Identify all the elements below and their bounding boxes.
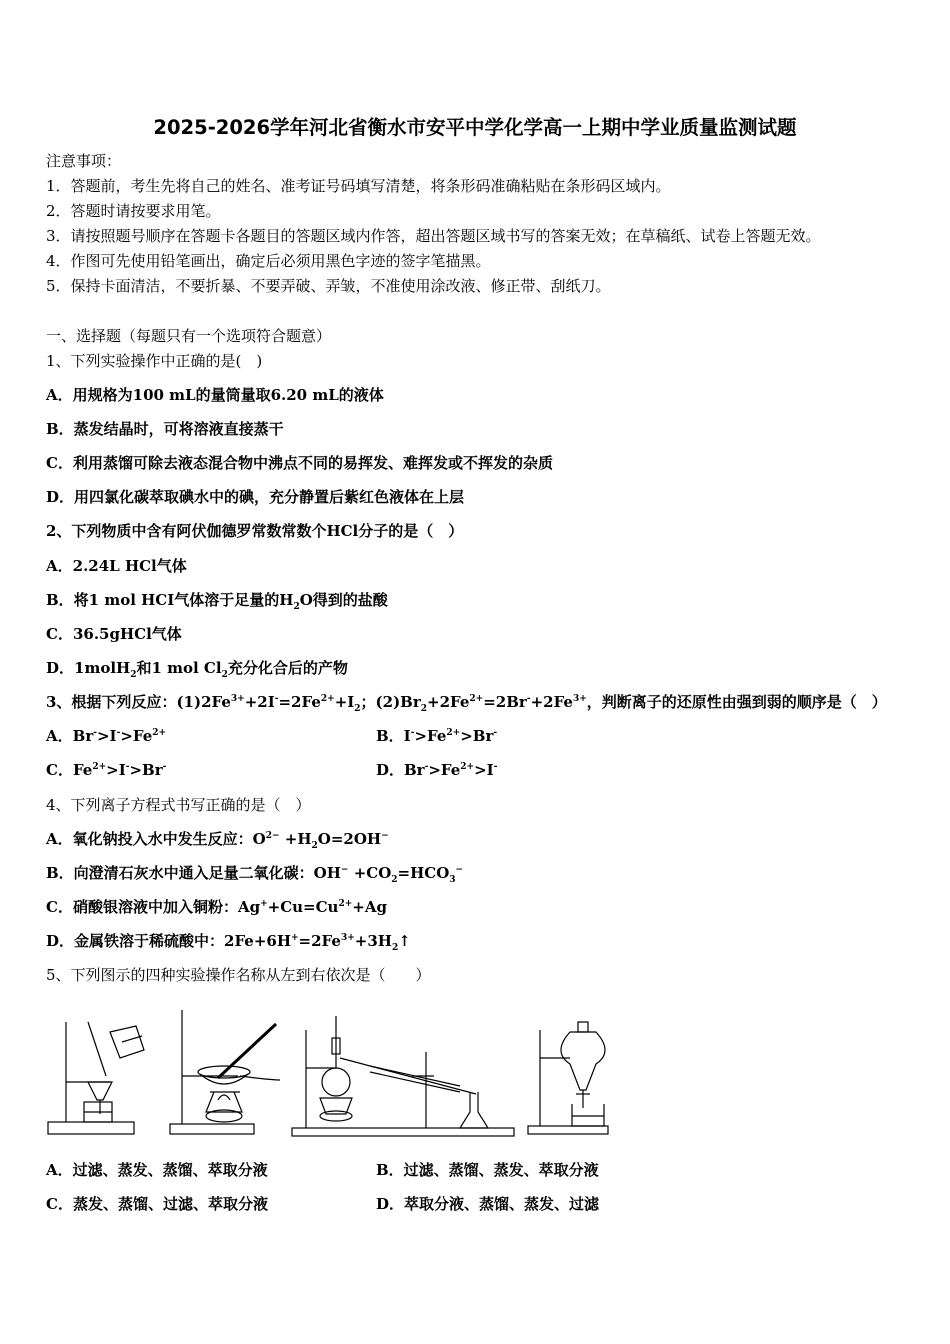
notice-heading: 注意事项： (46, 152, 122, 170)
question-3-stem: 3、根据下列反应：$(1)2Fe^{3+}+2I^-=2Fe^{2+}+I_2$；$(2)Br_2+2Fe^{2+}=2Br^-+2Fe^{3+}$，判断离子的还原性由强到弱的顺序是（ ） (46, 693, 887, 714)
q1-option-c: C．利用蒸馏可除去液态混合物中沸点不同的易挥发、难挥发或不挥发的杂质 (46, 454, 553, 472)
evaporation-apparatus (170, 1010, 280, 1134)
question-4-stem: 4、下列离子方程式书写正确的是（ ） (46, 796, 311, 814)
lab-apparatus-figure (40, 1002, 620, 1142)
separatory-funnel-apparatus (528, 1022, 608, 1134)
q4-option-c: C．硝酸银溶液中加入铜粉：$Ag^++Cu=Cu^{2+}+Ag$ (46, 898, 387, 916)
q1-option-b: B．蒸发结晶时，可将溶液直接蒸干 (46, 420, 284, 438)
notice-item: 2．答题时请按要求用笔。 (46, 202, 221, 220)
q4-option-a: A．氧化钠投入水中发生反应：$O^{2-} +H_2O=2OH^-$ (46, 830, 389, 851)
notice-item: 3．请按照题号顺序在答题卡各题目的答题区域内作答，超出答题区域书写的答案无效；在草稿纸、试卷上答题无效。 (46, 227, 821, 245)
q2-option-c: C．36.5gHCl气体 (46, 625, 182, 643)
question-2-stem: 2、下列物质中含有阿伏伽德罗常数常数个HCl分子的是（ ） (46, 522, 464, 540)
q5-option-a: A．过滤、蒸发、蒸馏、萃取分液 (46, 1161, 268, 1179)
q2-option-a: A．2.24L HCl气体 (46, 557, 187, 575)
q3-option-b: B．$I^->Fe^{2+}>Br^-$ (376, 727, 498, 745)
section-heading: 一、选择题（每题只有一个选项符合题意） (46, 327, 332, 345)
q3-option-c: C．$Fe^{2+}>I^->Br^-$ (46, 761, 167, 779)
question-5-stem: 5、下列图示的四种实验操作名称从左到右依次是（ ） (46, 966, 431, 984)
q4-option-d: D．金属铁溶于稀硫酸中：$2Fe+6H^+=2Fe^{3+}+3H_2↑$ (46, 932, 411, 953)
notice-item: 1．答题前，考生先将自己的姓名、准考证号码填写清楚，将条形码准确粘贴在条形码区域内。 (46, 177, 671, 195)
q1-option-d: D．用四氯化碳萃取碘水中的碘，充分静置后紫红色液体在上层 (46, 488, 465, 506)
notice-item: 5．保持卡面清洁，不要折暴、不要弄破、弄皱，不准使用涂改液、修正带、刮纸刀。 (46, 277, 611, 295)
q4-option-b: B．向澄清石灰水中通入足量二氧化碳：$OH^- +CO_2=HCO_3^-$ (46, 864, 464, 885)
notice-item: 4．作图可先使用铅笔画出，确定后必须用黑色字迹的签字笔描黑。 (46, 252, 491, 270)
question-1-stem: 1、下列实验操作中正确的是( ) (46, 352, 263, 370)
distillation-apparatus (292, 1016, 514, 1136)
q5-option-c: C．蒸发、蒸馏、过滤、萃取分液 (46, 1195, 268, 1213)
q1-option-a: A．用规格为100 mL的量筒量取6.20 mL的液体 (46, 386, 384, 404)
q3-option-a: A．$Br^->I^->Fe^{2+}$ (46, 727, 167, 745)
q5-option-b: B．过滤、蒸馏、蒸发、萃取分液 (376, 1161, 599, 1179)
q2-option-d: D．1molH$_2$和1 mol $Cl_2$充分化合后的产物 (46, 659, 348, 680)
q2-option-b: B．将1 mol HCI气体溶于足量的$H_2O$得到的盐酸 (46, 591, 388, 612)
q3-option-d: D．$Br^->Fe^{2+}>I^-$ (376, 761, 498, 779)
q5-option-d: D．萃取分液、蒸馏、蒸发、过滤 (376, 1195, 600, 1213)
filtration-apparatus (48, 1022, 144, 1134)
page-title: 2025-2026学年河北省衡水市安平中学化学高一上期中学业质量监测试题 (153, 116, 797, 139)
